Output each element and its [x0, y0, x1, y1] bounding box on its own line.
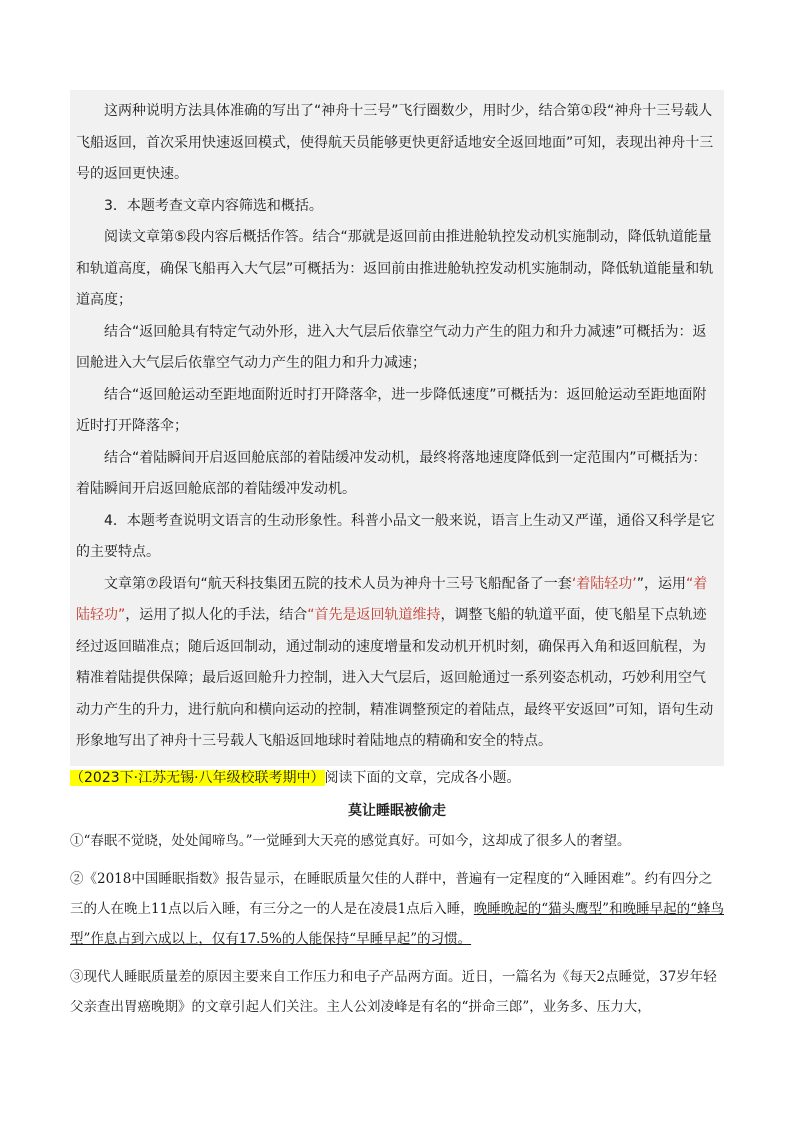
- answer-paragraph: 结合“返回舱具有特定气动外形，进入大气层后依靠空气动力产生的阻力和升力减速”可概括为：返回舱进入大气层后依靠空气动力产生的阻力和升力减速；: [76, 323, 707, 371]
- article-paragraph: ①“春眠不觉晓，处处闻啼鸟。”一觉睡到大天亮的感觉真好。可如今，这却成了很多人的奢望。: [70, 833, 631, 849]
- source-line: [70, 765, 730, 791]
- source-instruction: 阅读下面的文章，完成各小题。: [324, 770, 521, 786]
- text-segment: ②《2018中国睡眠指数》报告显示，在睡眠质量欠佳的人群中，普遍有一定程度的“入睡困难”。约有四分之三的人在晚上11点以后入睡，有三分之一的人是在凌晨1点后入睡，: [70, 871, 713, 917]
- text-segment: ，运用了拟人化的手法，结合: [125, 607, 308, 623]
- question-3-heading: 3．本题考查文章内容筛选和概括。: [104, 197, 323, 214]
- answer-paragraph: 阅读文章第⑤段内容后概括作答。结合“那就是返回前由推进舱轨控发动机实施制动，降低轨道能量和轨道高度，确保飞船再入大气层”可概括为：返回前由推进舱轨控发动机实施制动，降低轨道能量和轨道高度；: [76, 229, 714, 308]
- answer-paragraph: 这两种说明方法具体准确的写出了“神舟十三号”飞行圈数少，用时少，结合第①段“神舟十三号载人飞船返回，首次采用快速返回模式，使得航天员能够更快更舒适地安全返回地面”可知，表现出神舟十三号的返回更快速。: [76, 103, 714, 182]
- answer-paragraph: [76, 569, 718, 758]
- quoted-highlight: “着陆轻功”: [76, 575, 708, 623]
- text-segment: ”，运用: [636, 575, 686, 592]
- answer-explanation-block: [70, 90, 724, 766]
- answer-paragraph: 结合“着陆瞬间开启返回舱底部的着陆缓冲发动机，最终将落地速度降低到一定范围内”可概括为：着陆瞬间开启返回舱底部的着陆缓冲发动机。: [76, 449, 707, 497]
- text-segment: ，调整飞船的轨道平面，使飞船星下点轨迹经过返回瞄准点；随后返回制动，通过制动的速度增量和发动机开机时刻，确保再入角和返回航程，为精准着陆提供保障；最后返回舱升力控制，进入大气层后，返回舱通过一系列姿态机动，巧妙利用空气动力产生的升力，进行航向和横向运动的控制，精准调整预定的着陆点，最终平安返回”可知，语句生动形象地写出了神舟十三号载人飞船返回地球时着陆地点的精确和安全的特点。: [76, 607, 714, 749]
- article-paragraph: ③现代人睡眠质量差的原因主要来自工作压力和电子产品两方面。近日，一篇名为《每天2点睡觉，37岁年轻父亲查出胃癌晚期》的文章引起人们关注。主人公刘凌峰是有名的“拼命三郎”，业务多、压力大，: [70, 969, 717, 1015]
- quoted-highlight: “首先是返回轨道维持: [307, 607, 441, 623]
- source-tag: （2023下·江苏无锡·八年级校联考期中）: [70, 770, 325, 786]
- quoted-highlight: ‘着陆轻功’: [571, 575, 637, 592]
- question-4-heading: 4．本题考查说明文语言的生动形象性。科普小品文一般来说，语言上生动又严谨，通俗又科学是它的主要特点。: [76, 512, 715, 560]
- article-body: [70, 826, 724, 1030]
- underlined-sentence: 晚睡晚起的“猫头鹰型”和晚睡早起的“蜂鸟型”作息占到六成以上，仅有17.5%的人能保持“早睡早起”的习惯。: [70, 901, 724, 947]
- text-segment: 文章第⑦段语句“航天科技集团五院的技术人员为神舟十三号飞船配备了一套: [104, 575, 572, 592]
- article-title: 莫让睡眠被偷走: [348, 803, 446, 819]
- article-paragraph: [70, 864, 724, 954]
- answer-paragraph: 结合“返回舱运动至距地面附近时打开降落伞，进一步降低速度”可概括为：返回舱运动至距地面附近时打开降落伞；: [76, 386, 707, 434]
